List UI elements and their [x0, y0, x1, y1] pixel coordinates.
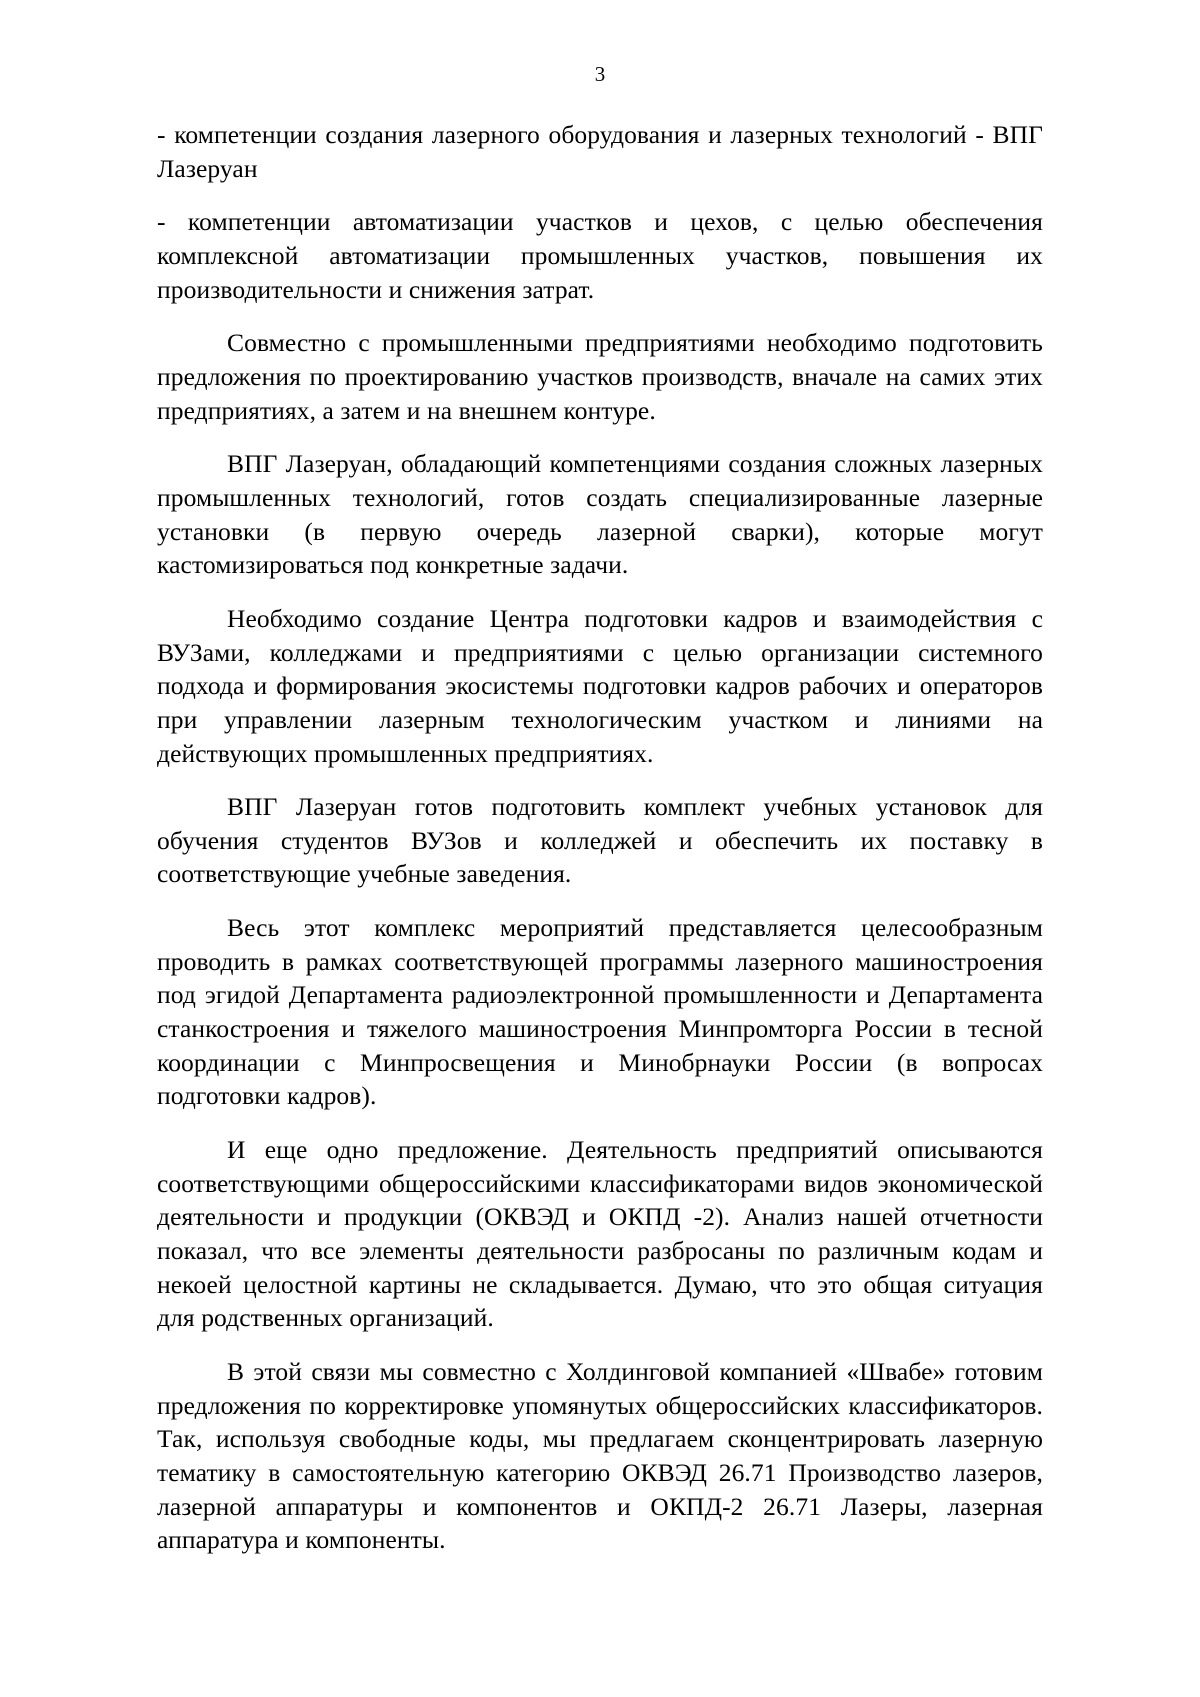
- paragraph-shvabe-proposals: В этой связи мы совместно с Холдинговой компанией «Швабе» готовим предложения по корректировке упомянутых общероссийских классификаторов. Так, используя свободные коды, мы предлагаем сконцентрировать лазерную тематику в самостоятельную категорию ОКВЭД 26.71 Производство лазеров, лазерной аппаратуры и компонентов и ОКПД-2 26.71 Лазеры, лазерная аппаратура и компоненты.: [157, 1357, 1043, 1555]
- paragraph-classifiers-analysis: И еще одно предложение. Деятельность предприятий описываются соответствующими общероссийскими классификаторами видов экономической деятельности и продукции (ОКВЭД и ОКПД -2). Анализ нашей отчетности показал, что все элементы деятельности разбросаны по различным кодам и некоей целостной картины не складывается. Думаю, что это общая ситуация для родственных организаций.: [157, 1135, 1043, 1333]
- paragraph-training-equipment: ВПГ Лазеруан готов подготовить комплект учебных установок для обучения студентов ВУЗов и колледжей и обеспечить их поставку в соответствующие учебные заведения.: [157, 792, 1043, 889]
- paragraph-joint-enterprises: Совместно с промышленными предприятиями необходимо подготовить предложения по проектированию участков производств, вначале на самих этих предприятиях, а затем и на внешнем контуре.: [157, 328, 1043, 425]
- paragraph-bullet-competencies-laser: - компетенции создания лазерного оборудования и лазерных технологий - ВПГ Лазеруан: [157, 120, 1043, 183]
- document-body: [157, 118, 1043, 1557]
- paragraph-bullet-competencies-automation: - компетенции автоматизации участков и цехов, с целью обеспечения комплексной автоматизации промышленных участков, повышения их производительности и снижения затрат.: [157, 207, 1043, 304]
- page-number: 3: [594, 62, 606, 86]
- paragraph-program-machine-building: Весь этот комплекс мероприятий представляется целесообразным проводить в рамках соответствующей программы лазерного машиностроения под эгидой Департамента радиоэлектронной промышленности и Департамента станкостроения и тяжелого машиностроения Минпромторга России в тесной координации с Минпросвещения и Минобрнауки России (в вопросах подготовки кадров).: [157, 913, 1043, 1111]
- paragraph-vpg-lazeruan-technologies: ВПГ Лазеруан, обладающий компетенциями создания сложных лазерных промышленных технологий, готов создать специализированные лазерные установки (в первую очередь лазерной сварки), которые могут кастомизироваться под конкретные задачи.: [157, 449, 1043, 580]
- paragraph-training-center: Необходимо создание Центра подготовки кадров и взаимодействия с ВУЗами, колледжами и предприятиями с целью организации системного подхода и формирования экосистемы подготовки кадров рабочих и операторов при управлении лазерным технологическим участком и линиями на действующих промышленных предприятиях.: [157, 603, 1043, 768]
